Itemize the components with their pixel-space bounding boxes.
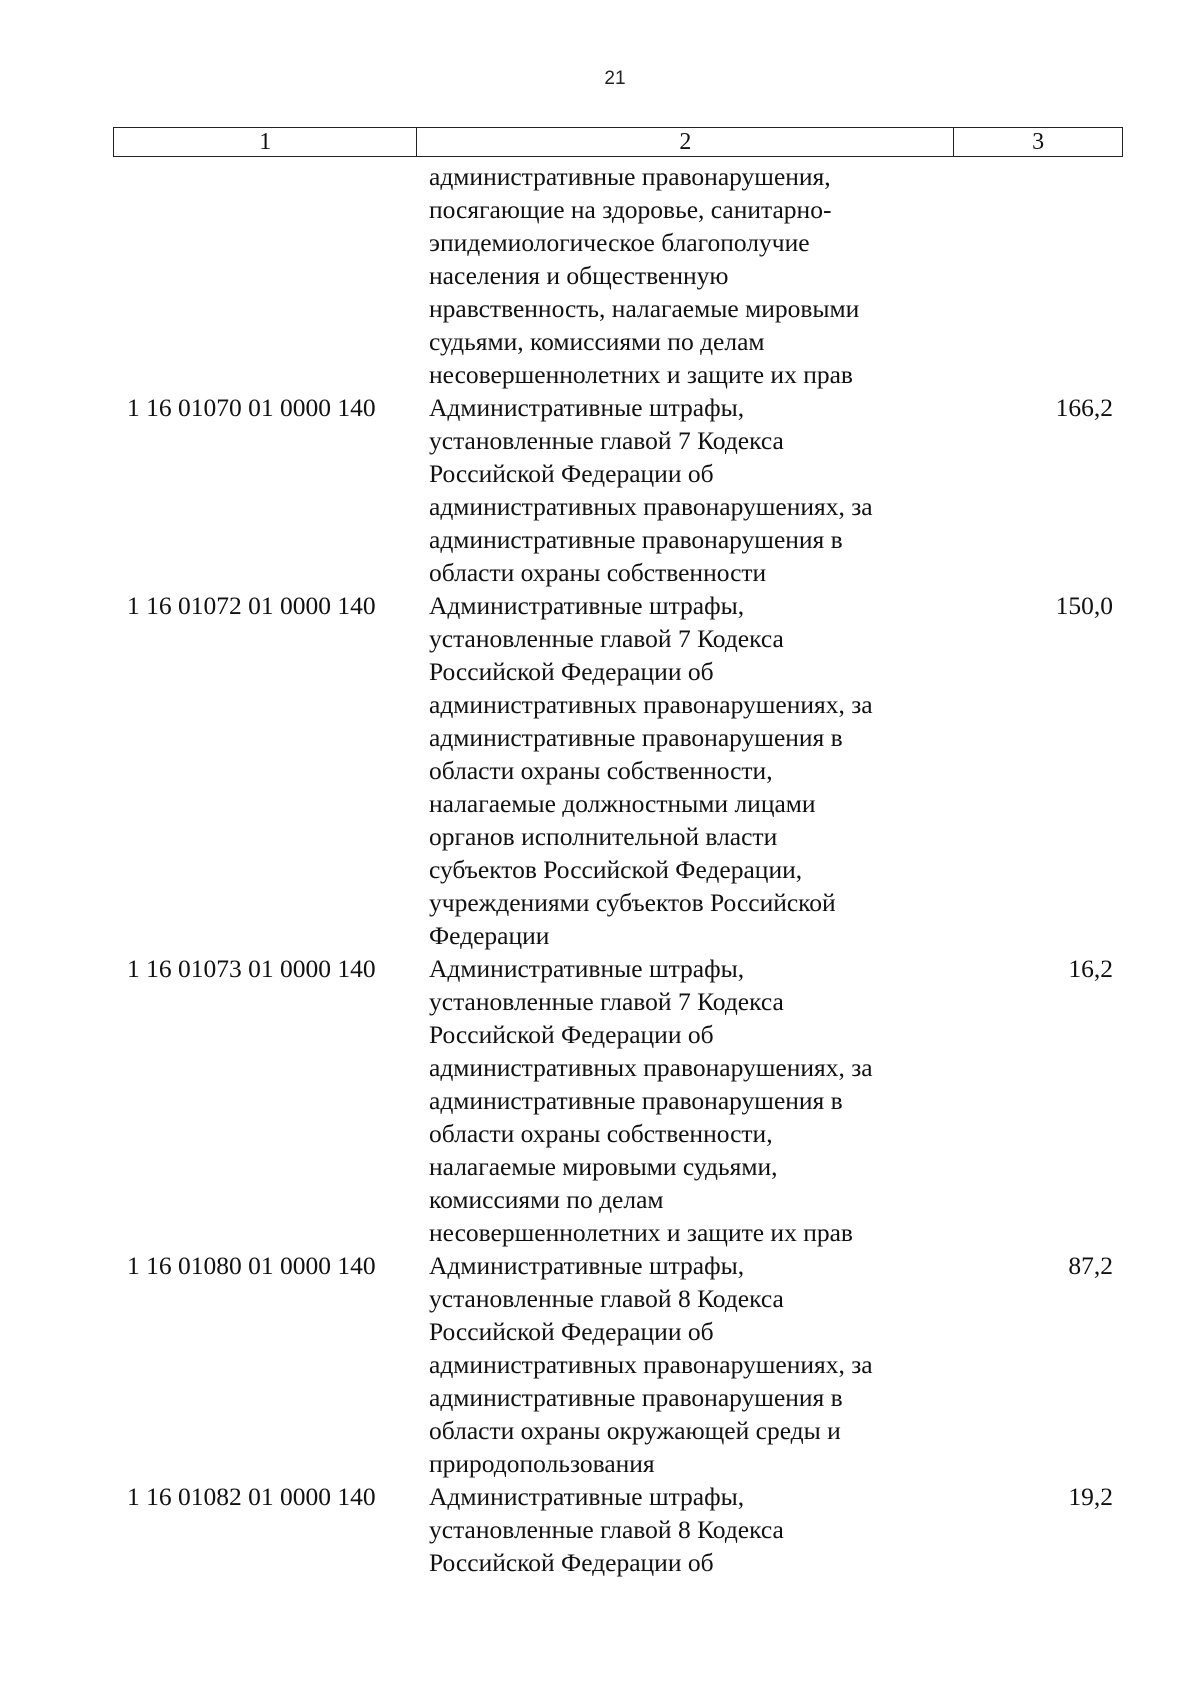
description-line: Российской Федерации об <box>429 1020 714 1049</box>
description-line: Административные штрафы, <box>429 954 745 983</box>
table-row <box>113 589 1123 952</box>
description-line: субъектов Российской Федерации, <box>429 855 803 884</box>
description-line: Административные штрафы, <box>429 1482 745 1511</box>
description-line: Административные штрафы, <box>429 393 745 422</box>
description-line: несовершеннолетних и защите их прав <box>429 1218 853 1247</box>
amount-cell: 19,2 <box>1068 1482 1113 1511</box>
description-line: административных правонарушениях, за <box>429 1053 873 1082</box>
description-line: эпидемиологическое благополучие <box>429 228 810 257</box>
amount-cell: 150,0 <box>1055 591 1113 620</box>
table-row <box>113 1480 1123 1579</box>
description-line: области охраны собственности, <box>429 756 773 785</box>
budget-code-cell: 1 16 01072 01 0000 140 <box>127 591 376 620</box>
description-line: налагаемые должностными лицами <box>429 789 816 818</box>
description-line: установленные главой 8 Кодекса <box>429 1284 784 1313</box>
budget-code-cell: 1 16 01070 01 0000 140 <box>127 393 376 422</box>
description-line: Российской Федерации об <box>429 657 714 686</box>
description-line: Административные штрафы, <box>429 1251 745 1280</box>
description-line: административные правонарушения в <box>429 723 843 752</box>
table-body <box>113 160 1123 1579</box>
description-line: области охраны окружающей среды и <box>429 1416 841 1445</box>
description-line: установленные главой 7 Кодекса <box>429 624 784 653</box>
description-cell <box>417 589 955 952</box>
description-line: установленные главой 7 Кодекса <box>429 426 784 455</box>
table-header <box>113 127 1123 157</box>
description-line: административные правонарушения, <box>429 162 831 191</box>
description-cell <box>417 1249 955 1480</box>
description-line: административные правонарушения в <box>429 525 843 554</box>
table-row <box>113 391 1123 589</box>
page-number: 21 <box>604 68 626 89</box>
description-line: Федерации <box>429 921 550 950</box>
table-row <box>113 952 1123 1249</box>
description-line: Административные штрафы, <box>429 591 745 620</box>
description-line: установленные главой 8 Кодекса <box>429 1515 784 1544</box>
column-header-2: 2 <box>417 128 954 156</box>
description-line: комиссиями по делам <box>429 1185 664 1214</box>
description-line: налагаемые мировыми судьями, <box>429 1152 778 1181</box>
description-cell <box>417 160 955 391</box>
amount-cell: 16,2 <box>1068 954 1113 983</box>
description-line: судьями, комиссиями по делам <box>429 327 765 356</box>
description-line: посягающие на здоровье, санитарно- <box>429 195 832 224</box>
description-line: области охраны собственности <box>429 558 767 587</box>
description-line: установленные главой 7 Кодекса <box>429 987 784 1016</box>
amount-cell: 87,2 <box>1068 1251 1113 1280</box>
column-header-3: 3 <box>1032 129 1045 155</box>
description-cell <box>417 391 955 589</box>
column-header-1: 1 <box>114 128 417 156</box>
description-line: несовершеннолетних и защите их прав <box>429 360 853 389</box>
description-cell <box>417 952 955 1249</box>
budget-code-cell: 1 16 01080 01 0000 140 <box>127 1251 376 1280</box>
description-line: административные правонарушения в <box>429 1383 843 1412</box>
table-row <box>113 160 1123 391</box>
description-line: природопользования <box>429 1449 655 1478</box>
amount-cell: 166,2 <box>1055 393 1113 422</box>
description-line: Российской Федерации об <box>429 1317 714 1346</box>
description-line: Российской Федерации об <box>429 1548 714 1577</box>
description-line: административных правонарушениях, за <box>429 690 873 719</box>
description-cell <box>417 1480 955 1579</box>
table-row <box>113 1249 1123 1480</box>
budget-code-cell: 1 16 01082 01 0000 140 <box>127 1482 376 1511</box>
description-line: органов исполнительной власти <box>429 822 778 851</box>
description-line: учреждениями субъектов Российской <box>429 888 836 917</box>
description-line: нравственность, налагаемые мировыми <box>429 294 860 323</box>
description-line: населения и общественную <box>429 261 729 290</box>
description-line: области охраны собственности, <box>429 1119 773 1148</box>
description-line: административных правонарушениях, за <box>429 492 873 521</box>
description-line: Российской Федерации об <box>429 459 714 488</box>
budget-code-cell: 1 16 01073 01 0000 140 <box>127 954 376 983</box>
description-line: административных правонарушениях, за <box>429 1350 873 1379</box>
description-line: административные правонарушения в <box>429 1086 843 1115</box>
